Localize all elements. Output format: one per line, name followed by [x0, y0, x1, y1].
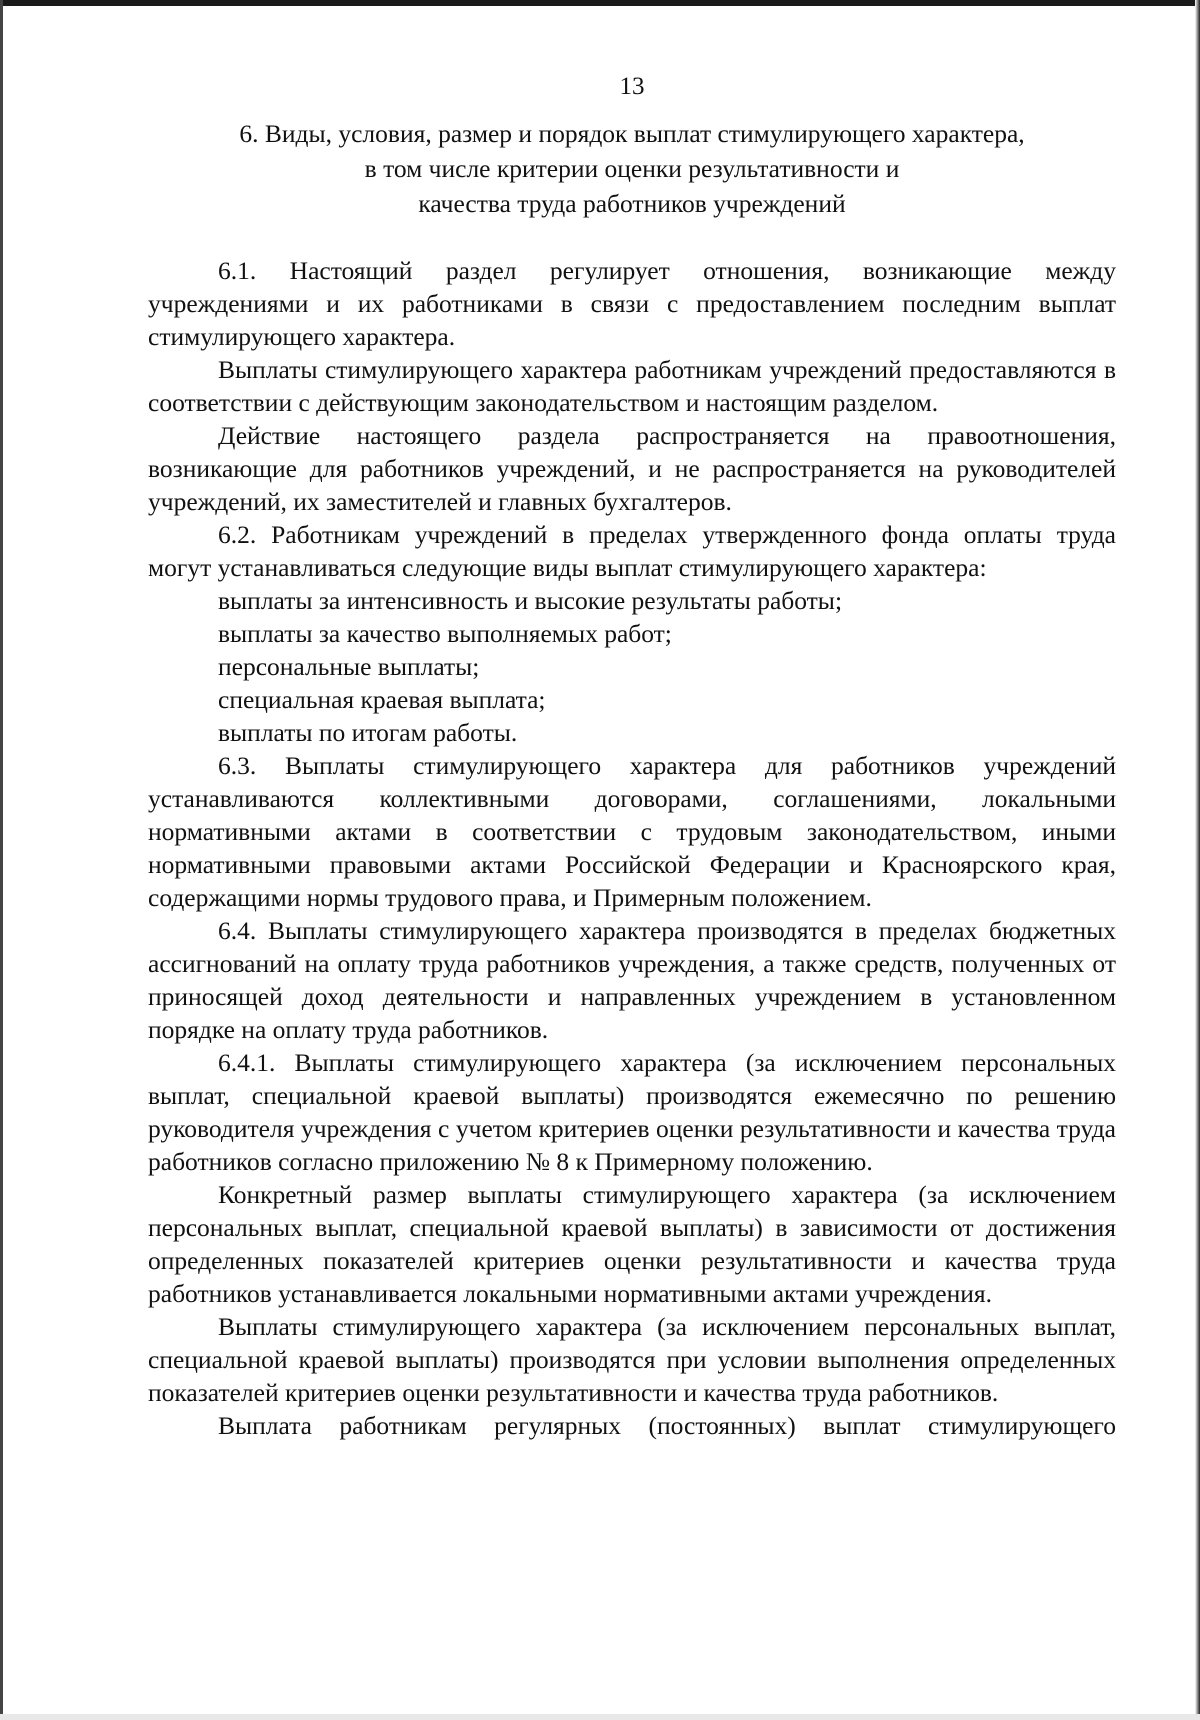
- list-item: выплаты за интенсивность и высокие результаты работы;: [218, 586, 843, 615]
- page-number: 13: [619, 73, 645, 100]
- list-item: выплаты за качество выполняемых работ;: [218, 619, 672, 648]
- document-body: [148, 254, 1116, 1442]
- list-item: специальная краевая выплата;: [218, 685, 546, 714]
- section-heading: [148, 116, 1116, 221]
- paragraph-specific-amount: Конкретный размер выплаты стимулирующего характера (за исключением персональных выплат, специальной краевой выплаты) в зависимости от достижения определенных показателей критериев оценки результативности и качества труда работников устанавливается локальными нормативными актами учреждения.: [148, 1180, 1116, 1308]
- paragraph-6-1: 6.1. Настоящий раздел регулирует отношения, возникающие между учреждениями и их работниками в связи с предоставлением последним выплат стимулирующего характера.: [148, 256, 1116, 351]
- document-page: [148, 70, 1116, 1442]
- scan-edge-right: [1195, 0, 1200, 1720]
- scan-edge-left: [0, 0, 3, 1720]
- paragraph-6-4-1: 6.4.1. Выплаты стимулирующего характера (за исключением персональных выплат, специальной краевой выплаты) производятся ежемесячно по решению руководителя учреждения с учетом критериев оценки результативности и качества труда работников согласно приложению № 8 к Примерному положению.: [148, 1048, 1116, 1176]
- scan-edge-bottom: [0, 1714, 1200, 1720]
- list-item: персональные выплаты;: [218, 652, 480, 681]
- list-item: выплаты по итогам работы.: [218, 718, 518, 747]
- section-heading-line-3: качества труда работников учреждений: [418, 189, 846, 218]
- paragraph-payments-provided: Выплаты стимулирующего характера работникам учреждений предоставляются в соответствии с действующим законодательством и настоящим разделом.: [148, 355, 1116, 417]
- section-heading-line-2: в том числе критерии оценки результативности и: [364, 154, 900, 183]
- paragraph-scope: Действие настоящего раздела распространяется на правоотношения, возникающие для работников учреждений, и не распространяется на руководителей учреждений, их заместителей и главных бухгалтеров.: [148, 421, 1116, 516]
- paragraph-payment-conditions: Выплаты стимулирующего характера (за исключением персональных выплат, специальной краевой выплаты) производятся при условии выполнения определенных показателей критериев оценки результативности и качества труда работников.: [148, 1312, 1116, 1407]
- paragraph-regular-payments: Выплата работникам регулярных (постоянных) выплат стимулирующего: [218, 1411, 1116, 1440]
- scan-edge-top: [0, 0, 1200, 6]
- section-heading-line-1: 6. Виды, условия, размер и порядок выплат стимулирующего характера,: [239, 119, 1025, 148]
- paragraph-6-3: 6.3. Выплаты стимулирующего характера для работников учреждений устанавливаются коллективными договорами, соглашениями, локальными нормативными актами в соответствии с трудовым законодательством, иными нормативными правовыми актами Российской Федерации и Красноярского края, содержащими нормы трудового права, и Примерным положением.: [148, 751, 1116, 912]
- paragraph-6-4: 6.4. Выплаты стимулирующего характера производятся в пределах бюджетных ассигнований на оплату труда работников учреждения, а также средств, полученных от приносящей доход деятельности и направленных учреждением в установленном порядке на оплату труда работников.: [148, 916, 1116, 1044]
- paragraph-6-2: 6.2. Работникам учреждений в пределах утвержденного фонда оплаты труда могут устанавливаться следующие виды выплат стимулирующего характера:: [148, 520, 1116, 582]
